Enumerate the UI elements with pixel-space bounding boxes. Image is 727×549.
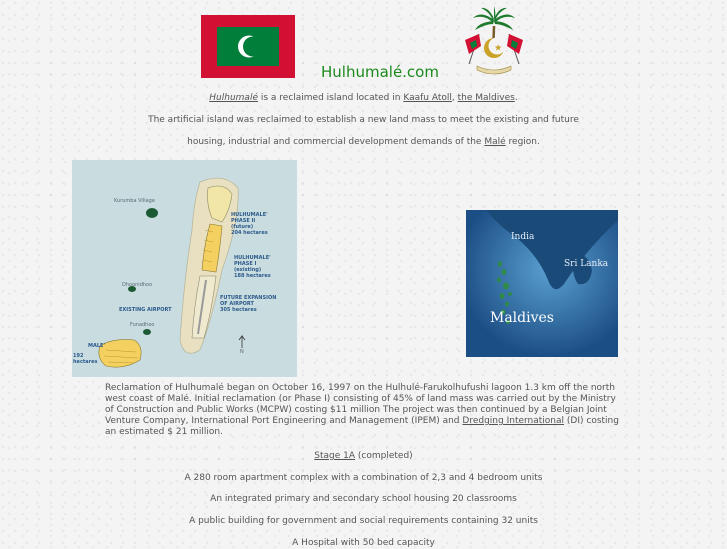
list-item: A 280 room apartment complex with a combination of 2,3 and 4 bedroom units — [184, 473, 543, 483]
expansion-line-1: FUTURE EXPANSION — [220, 295, 277, 301]
region-map — [466, 210, 618, 357]
north-label: N — [240, 349, 244, 355]
hulhumale-map — [72, 160, 297, 377]
intro-line-3 — [0, 136, 727, 148]
phase1-line-3: (existing) — [234, 267, 262, 273]
paragraph-end: (DI) costing an estimated $ 21 million. — [105, 416, 619, 437]
expansion-line-3: 305 hectares — [220, 307, 257, 313]
expansion-line-2: OF AIRPORT — [220, 301, 254, 307]
maldives-label: Maldives — [490, 310, 554, 326]
maldives-flag — [201, 15, 295, 78]
maldives-link[interactable]: the Maldives — [457, 93, 515, 103]
expansion-label — [220, 295, 276, 313]
list-item: A public building for government and social requirements containing 32 units — [189, 516, 538, 526]
intro-line-3-text: housing, industrial and commercial development demands of the — [187, 137, 482, 147]
intro-text: is a reclaimed island located in — [260, 93, 401, 103]
site-title: Hulhumalé.com — [321, 63, 439, 81]
phase1-line-1: HULHUMALE' — [234, 255, 271, 261]
dhoonidhoo-label: Dhoonidhoo — [122, 282, 153, 288]
period: . — [514, 93, 518, 103]
male-area-label — [73, 353, 98, 365]
crescent-icon — [217, 27, 279, 66]
intro-line-2: The artificial island was reclaimed to establish a new land mass to meet the existing and future — [148, 115, 579, 125]
comma: , — [451, 93, 455, 103]
intro-line-1 — [0, 92, 727, 104]
national-emblem — [459, 4, 529, 80]
phase2-line-4: 204 hectares — [231, 230, 268, 236]
hulhumale-link[interactable]: Hulhumalé — [209, 93, 258, 103]
list-item: An integrated primary and secondary school housing 20 classrooms — [210, 494, 517, 504]
intro-line-3-end: region. — [508, 137, 540, 147]
phase1-label — [234, 255, 271, 279]
stage-status: (completed) — [357, 451, 413, 461]
india-label: India — [511, 232, 535, 242]
phase2-line-1: HULHUMALE' — [231, 212, 268, 218]
airport-label: EXISTING AIRPORT — [119, 307, 172, 313]
list-item: A Hospital with 50 bed capacity — [292, 538, 435, 548]
male-line-3: hectares — [73, 359, 98, 365]
paragraph-text: Reclamation of Hulhumalé began on October 16, 1997 on the Hulhulé-Farukolhufushi lagoon 1.3 km off the north west coast of Malé. Initial reclamation (or Phase I) consisting of 45% of land mass was carried out by the Ministry of Construction and Public Works (MCPW) costing $11 million The project was then continued by a Belgian Joint Venture Company, International Port Engineering and Management (IPEM) and — [105, 383, 616, 426]
kaafu-atoll-link[interactable]: Kaafu Atoll — [403, 93, 452, 103]
phase2-line-2: PHASE II — [231, 218, 256, 224]
phase1-line-4: 188 hectares — [234, 273, 271, 279]
srilanka-label: Sri Lanka — [564, 259, 609, 269]
funadhoo-label: Funadhoo — [130, 322, 155, 328]
stage-heading — [0, 450, 727, 462]
phase1-line-2: PHASE I — [234, 261, 257, 267]
phase2-line-3: (future) — [231, 224, 254, 230]
reclamation-paragraph — [105, 383, 625, 438]
male-line-1: MALE' — [88, 343, 105, 349]
male-label — [88, 343, 105, 349]
male-link[interactable]: Malé — [484, 137, 506, 147]
kurumba-label: Kurumba Village — [114, 198, 155, 204]
male-line-2: 192 — [73, 353, 84, 359]
stage-1a-link[interactable]: Stage 1A — [314, 451, 356, 461]
dredging-international-link[interactable]: Dredging International — [462, 416, 565, 426]
phase2-label — [231, 212, 268, 236]
